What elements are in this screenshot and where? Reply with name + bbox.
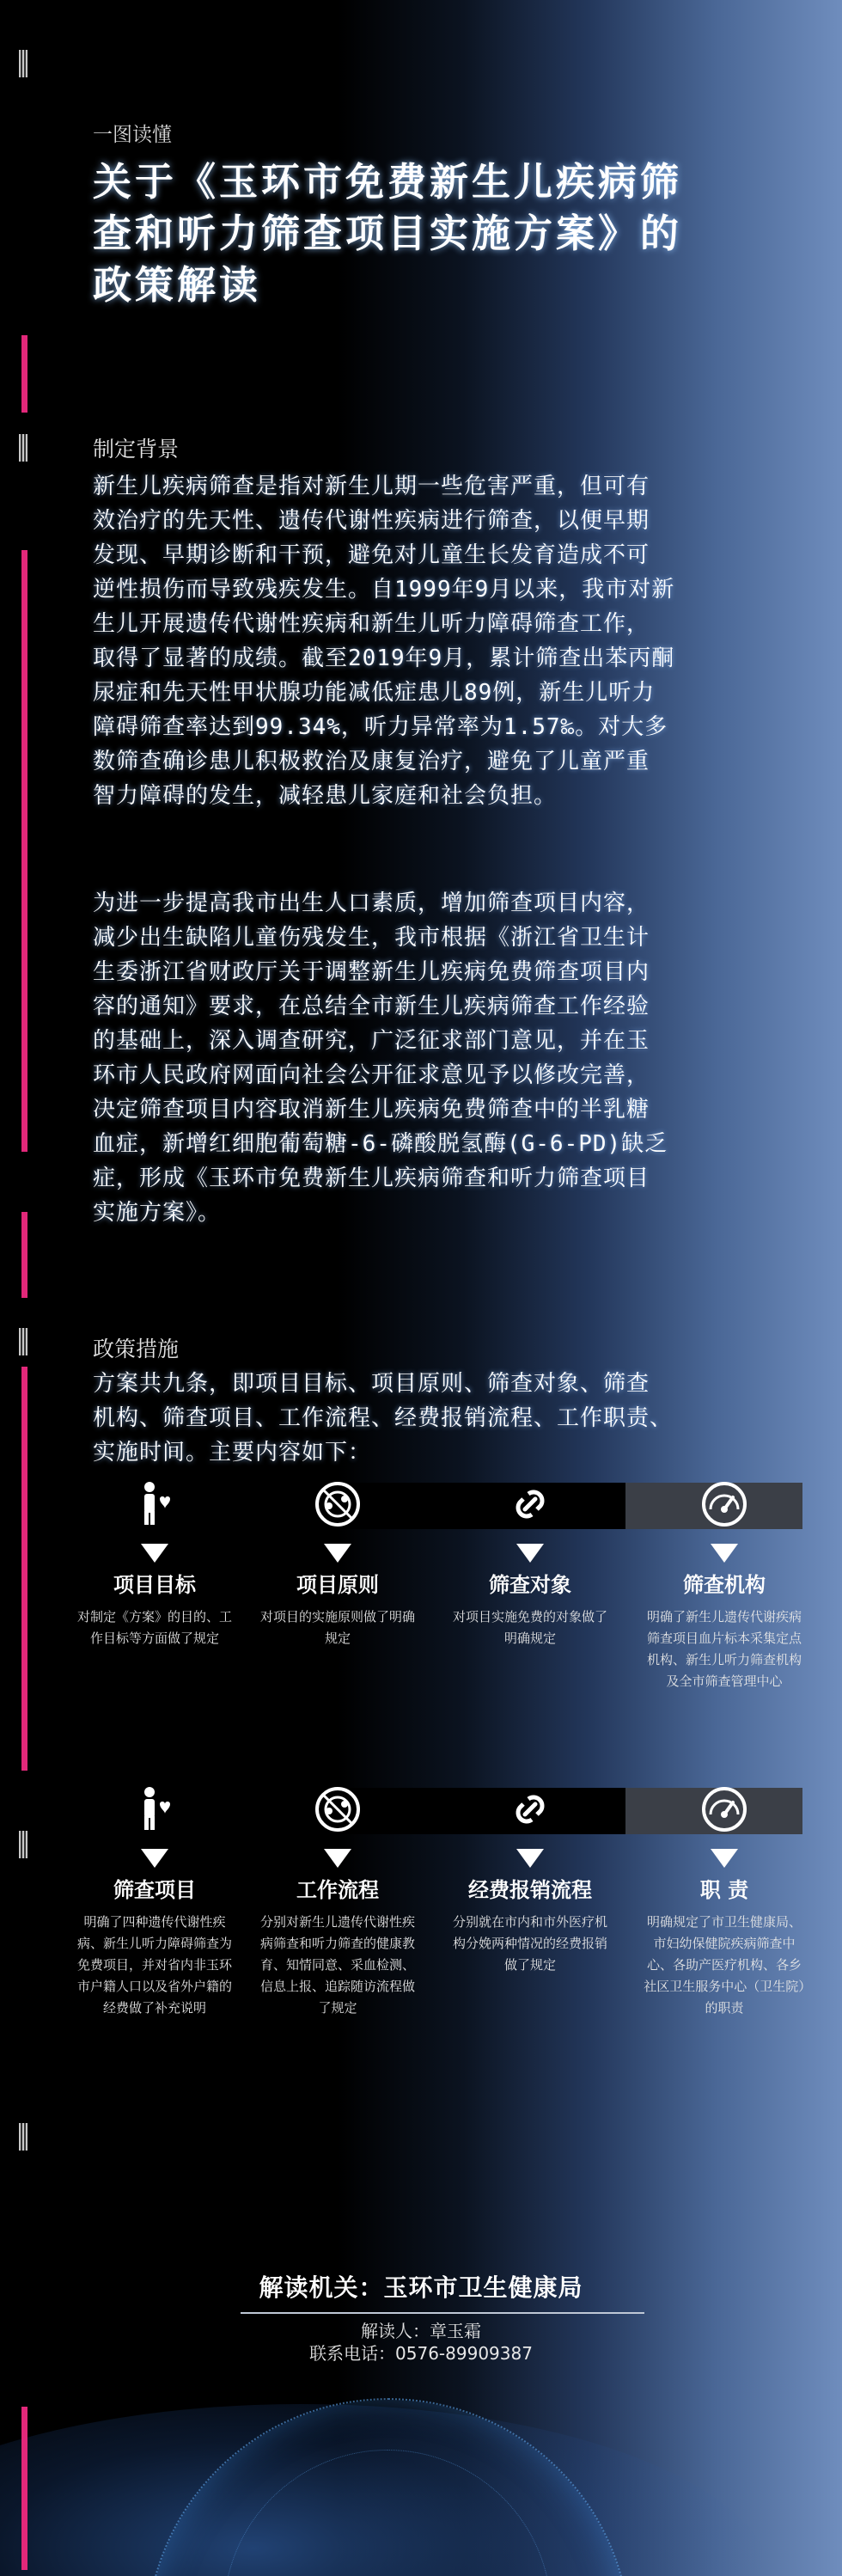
text-line: 容的通知》要求，在总结全市新生儿疾病筛查工作经验: [93, 994, 650, 1019]
item-screening-institution: [634, 1480, 815, 1692]
footer-phone: 联系电话：0576-89909387: [309, 2343, 533, 2364]
item-responsibilities: [634, 1785, 815, 2019]
item-title: 工作流程: [296, 1878, 379, 1902]
item-title: 项目原则: [296, 1573, 379, 1597]
text-line: 实施时间。主要内容如下：: [93, 1440, 372, 1465]
gauge-icon: [700, 1480, 748, 1528]
background-paragraph-2: [93, 886, 780, 1230]
item-screening-target: [440, 1480, 620, 1649]
text-line: 数筛查确诊患儿积极救治及康复治疗，避免了儿童严重: [93, 749, 650, 774]
item-project-principle: [247, 1480, 428, 1649]
edge-bar: [19, 1831, 27, 1858]
item-title: 经费报销流程: [468, 1878, 592, 1902]
section-heading-measures: 政策措施: [93, 1337, 180, 1361]
text-line: 减少出生缺陷儿童伤残发生，我市根据《浙江省卫生计: [93, 925, 650, 951]
text-line: 效治疗的先天性、遗传代谢性疾病进行筛查，以便早期: [93, 508, 650, 534]
person-heart-icon: [131, 1480, 179, 1528]
network-globe-icon: [314, 1480, 362, 1528]
item-reimbursement-process: [440, 1785, 620, 1976]
item-title: 筛查对象: [489, 1573, 571, 1597]
text-line: 障碍筛查率达到99.34%，听力异常率为1.57‰。对大多: [93, 714, 668, 740]
text-line: 方案共九条，即项目目标、项目原则、筛查对象、筛查: [93, 1371, 650, 1397]
footer-reader: 解读人：章玉霜: [361, 2321, 481, 2341]
item-description: 对项目实施免费的对象做了明确规定: [452, 1609, 607, 1646]
text-line: 发现、早期诊断和干预，避免对儿童生长发育造成不可: [93, 542, 650, 568]
network-globe-icon: [314, 1785, 362, 1833]
edge-bar: [19, 1328, 27, 1355]
item-screening-items: [64, 1785, 245, 2019]
text-line: 机构、筛查项目、工作流程、经费报销流程、工作职责、: [93, 1405, 674, 1431]
text-line: 生委浙江省财政厅关于调整新生儿疾病免费筛查项目内: [93, 959, 650, 985]
person-heart-icon: [131, 1785, 179, 1833]
item-description: 对项目的实施原则做了明确规定: [259, 1609, 415, 1646]
item-description: 明确了四种遗传代谢性疾病、新生儿听力障碍筛查为免费项目，并对省内非玉环市户籍人口以及省外户籍的经费做了补充说明: [76, 1914, 232, 2016]
link-chain-icon: [506, 1480, 554, 1528]
background-paragraph-1: [93, 469, 780, 813]
left-edge-decoration: [0, 0, 34, 2576]
footer-organization: 解读机关：玉环市卫生健康局: [259, 2273, 583, 2302]
text-line: 尿症和先天性甲状腺功能减低症患儿89例，新生儿听力: [93, 680, 656, 706]
gauge-icon: [700, 1785, 748, 1833]
header-label: 一图读懂: [93, 124, 172, 146]
text-line: 逆性损伤而导致残疾发生。自1999年9月以来，我市对新: [93, 577, 675, 603]
item-title: 筛查项目: [113, 1878, 196, 1902]
item-title: 筛查机构: [683, 1573, 766, 1597]
edge-stripe: [21, 2407, 27, 2570]
edge-stripe: [21, 1212, 27, 1298]
edge-stripe: [21, 550, 27, 1152]
item-title: 项目目标: [113, 1573, 196, 1597]
item-description: 对制定《方案》的目的、工作目标等方面做了规定: [76, 1609, 232, 1646]
link-chain-icon: [506, 1785, 554, 1833]
measures-intro: [93, 1367, 780, 1470]
text-line: 的基础上，深入调查研究，广泛征求部门意见，并在玉: [93, 1028, 650, 1054]
text-line: 症，形成《玉环市免费新生儿疾病筛查和听力筛查项目: [93, 1166, 650, 1191]
item-description: 明确规定了市卫生健康局、市妇幼保健院疾病筛查中心、各助产医疗机构、各乡社区卫生服务中心（卫生院）的职责: [644, 1914, 805, 2016]
item-description: 分别就在市内和市外医疗机构分娩两种情况的经费报销做了规定: [452, 1914, 607, 1973]
item-description: 明确了新生儿遗传代谢疾病筛查项目血片标本采集定点机构、新生儿听力筛查机构及全市筛查管理中心: [646, 1609, 802, 1689]
footer-divider: [241, 2312, 644, 2314]
item-workflow: [247, 1785, 428, 2019]
text-line: 智力障碍的发生，减轻患儿家庭和社会负担。: [93, 783, 558, 809]
title-line: 查和听力筛查项目实施方案》的: [93, 211, 683, 256]
title-line: 关于《玉环市免费新生儿疾病筛: [93, 159, 683, 205]
edge-bar: [19, 434, 27, 462]
item-title: 职 责: [699, 1878, 749, 1902]
title-line: 政策解读: [93, 262, 262, 308]
text-line: 实施方案》。: [93, 1200, 222, 1226]
text-line: 决定筛查项目内容取消新生儿疾病免费筛查中的半乳糖: [93, 1097, 650, 1123]
text-line: 新生儿疾病筛查是指对新生儿期一些危害严重，但可有: [93, 474, 650, 499]
edge-stripe: [21, 335, 27, 413]
edge-bar: [19, 2123, 27, 2151]
item-description: 分别对新生儿遗传代谢性疾病筛查和听力筛查的健康教育、知情同意、采血检测、信息上报、追踪随访流程做了规定: [259, 1914, 415, 2016]
text-line: 血症，新增红细胞葡萄糖-6-磷酸脱氢酶(G-6-PD)缺乏: [93, 1131, 668, 1157]
item-project-goal: [64, 1480, 245, 1649]
page-title: [93, 156, 780, 311]
text-line: 环市人民政府网面向社会公开征求意见予以修改完善，: [93, 1062, 650, 1088]
section-heading-background: 制定背景: [93, 437, 180, 462]
text-line: 为进一步提高我市出生人口素质，增加筛查项目内容，: [93, 890, 650, 916]
text-line: 生儿开展遗传代谢性疾病和新生儿听力障碍筛查工作，: [93, 611, 650, 637]
text-line: 取得了显著的成绩。截至2019年9月，累计筛查出苯丙酮: [93, 646, 675, 671]
edge-bar: [19, 50, 27, 77]
edge-stripe: [21, 1367, 27, 1771]
